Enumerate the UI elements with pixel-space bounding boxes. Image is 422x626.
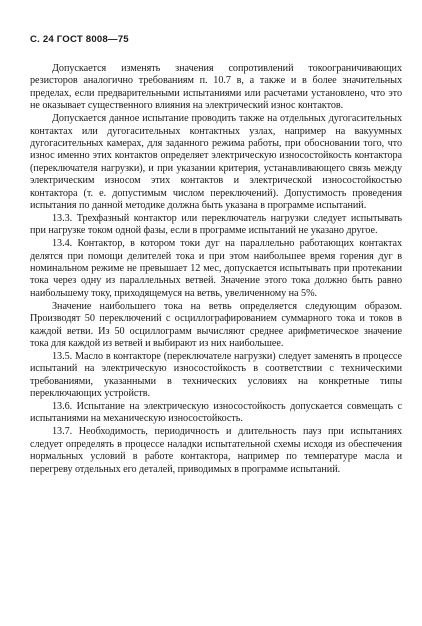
- paragraph-13-5: 13.5. Масло в контакторе (переключателе нагрузки) следует заменять в процессе испытаний на электрическую износостойкость в соответствии с техническими требованиями, указанными в технических условиях на конкретные типы переключающих устройств.: [30, 350, 402, 400]
- page-header: С. 24 ГОСТ 8008—75: [30, 34, 129, 45]
- paragraph-resistor-values: Допускается изменять значения сопротивлений токоограничивающих резисторов аналогично требованиям п. 10.7 в, а также и в более значительных пределах, если предварительными испытаниями или расчетами установлено, что это не оказывает существенного влияния на электрический износ контактов.: [30, 63, 402, 112]
- paragraph-separate-contacts: Допускается данное испытание проводить также на отдельных дугогасительных контактах или дугогасительных контактных узлах, например на вакуумных дугогасительных камерах, для заданного режима работы, при обосновании того, что износ именно этих контактов определяет электрическую износостойкость контактора (переключателя нагрузки), и при указании критерия, устанавливающего связь между электрическим износом этих контактов и электрической износостойкостью контактора (т. е. допустимым числом переключений). Допустимость проведения испытания по данной методике должна быть указана в программе испытаний.: [30, 113, 402, 211]
- paragraph-13-3: 13.3. Трехфазный контактор или переключатель нагрузки следует испытывать при нагрузке током одной фазы, если в программе испытаний не указано другое.: [30, 212, 402, 237]
- paragraph-13-4: 13.4. Контактор, в котором токи дуг на параллельно работающих контактах делятся при помощи делителей тока и при этом наибольшее время горения дуг в номинальном режиме не превышает 12 мес, допускается испытывать при протекании тока через одну из параллельных ветвей. Значение этого тока должно быть равно наибольшему току, приходящемуся на ветвь, увеличенному на 5%.: [30, 238, 402, 299]
- paragraph-13-6: 13.6. Испытание на электрическую износостойкость допускается совмещать с испытаниями на механическую износостойкость.: [30, 400, 402, 425]
- document-page: [30, 34, 402, 476]
- paragraph-branch-current: Значение наибольшего тока на ветвь определяется следующим образом. Производят 50 переключений с осциллографированием суммарного тока и токов в каждой ветви. Из 50 осциллограмм вычисляют среднее арифметическое значение тока для каждой из ветвей и выбирают из них наибольшее.: [30, 300, 402, 349]
- paragraph-13-7: 13.7. Необходимость, периодичность и длительность пауз при испытаниях следует определять в процессе наладки испытательной схемы исходя из обеспечения нормальных условий в работе контактора, например по температуре масла и перегреву отдельных его деталей, приводимых в программе испытаний.: [30, 426, 402, 475]
